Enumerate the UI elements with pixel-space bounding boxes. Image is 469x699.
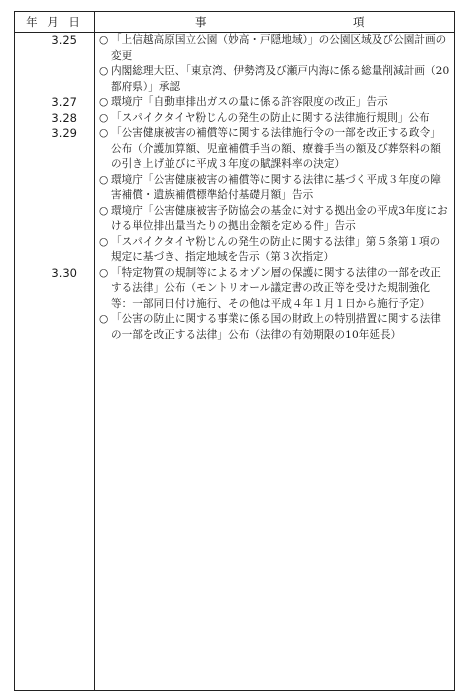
event-text: 「上信越高原国立公園（妙高・戸隠地域）」の公園区域及び公園計画の変更: [111, 34, 447, 62]
table-header: [15, 12, 454, 33]
circle-bullet-icon: ○: [99, 34, 109, 46]
date-cell: 3.27: [51, 95, 77, 109]
date-group: [15, 266, 454, 344]
circle-bullet-icon: ○: [99, 266, 109, 279]
date-cell: 3.30: [51, 265, 77, 280]
date-group: [15, 126, 454, 266]
chronology-table: [14, 11, 455, 691]
event-entry: [99, 111, 450, 127]
circle-bullet-icon: ○: [99, 173, 109, 186]
circle-bullet-icon: ○: [99, 111, 109, 124]
date-group: [15, 111, 454, 127]
event-entry: [99, 266, 450, 313]
event-text: 「特定物質の規制等によるオゾン層の保護に関する法律の一部を改正する法律」公布（モントリオール議定書の改正等を受けた規制強化等：一部同日付け施行、その他は平成４年１月１日から施行予定）: [111, 266, 441, 310]
date-group: [15, 95, 454, 111]
event-text: 「スパイクタイヤ粉じんの発生の防止に関する法律」第５条第１項の規定に基づき、指定地域を告示（第３次指定）: [111, 235, 441, 263]
event-entry: [99, 312, 450, 343]
date-cell: 3.28: [51, 110, 77, 125]
event-entry: [99, 126, 450, 173]
circle-bullet-icon: ○: [99, 65, 109, 77]
item-header-char-2: 項: [353, 15, 365, 29]
circle-bullet-icon: ○: [99, 235, 109, 248]
event-text: 環境庁「公害健康被害の補償等に関する法律に基づく平成３年度の障害補償・遺族補償標準給付基礎月額」告示: [111, 173, 441, 201]
circle-bullet-icon: ○: [99, 204, 109, 217]
date-cell: 3.25: [51, 33, 77, 47]
circle-bullet-icon: ○: [99, 96, 109, 108]
event-text: 環境庁「公害健康被害予防協会の基金に対する拠出金の平成3年度における単位排出量当たりの拠出金額を定める件」告示: [111, 204, 448, 232]
date-cell: 3.29: [51, 126, 77, 140]
circle-bullet-icon: ○: [99, 313, 109, 325]
event-text: 「公害健康被害の補償等に関する法律施行令の一部を改正する政令」公布（介護加算額、児童補償手当の額、療養手当の額及び葬祭料の額の引き上げ並びに平成３年度の賦課料率の決定）: [111, 127, 441, 170]
event-entry: [99, 173, 450, 204]
circle-bullet-icon: ○: [99, 127, 109, 139]
item-header-char-1: 事: [195, 15, 207, 29]
event-entry: [99, 204, 450, 235]
item-column-header: [95, 12, 454, 32]
date-group: [15, 33, 454, 95]
date-column-header: 年 月 日: [26, 15, 83, 29]
table-body: [15, 33, 454, 343]
event-entry: [99, 95, 450, 111]
event-text: 「スパイクタイヤ粉じんの発生の防止に関する法律施行規則」公布: [111, 111, 430, 124]
event-entry: [99, 235, 450, 266]
event-text: 環境庁「自動車排出ガスの量に係る許容限度の改正」告示: [111, 96, 388, 108]
event-entry: [99, 33, 450, 64]
event-text: 「公害の防止に関する事業に係る国の財政上の特別措置に関する法律の一部を改正する法律」公布（法律の有効期限の10年延長）: [111, 313, 441, 341]
event-text: 内閣総理大臣、「東京湾、伊勢湾及び瀬戸内海に係る総量削減計画（20都府県）」承認: [111, 65, 450, 93]
event-entry: [99, 64, 450, 95]
